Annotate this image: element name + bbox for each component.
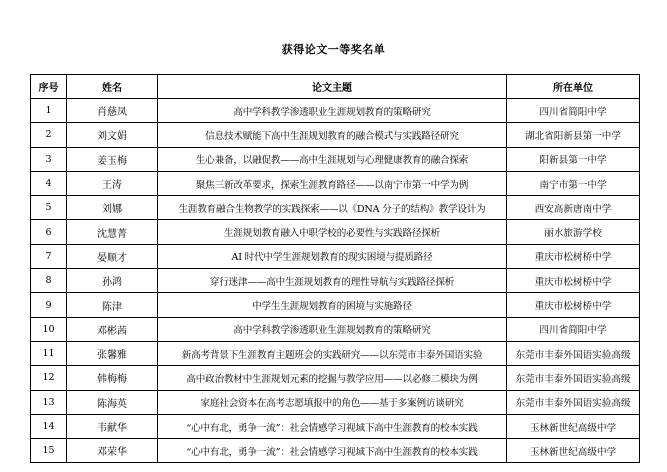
header-unit: 所在单位 xyxy=(507,75,640,99)
table-row xyxy=(31,196,640,220)
row-unit: 阳新县第一中学 xyxy=(507,147,640,171)
row-index: 10 xyxy=(31,317,67,341)
table-row xyxy=(31,99,640,123)
table-row xyxy=(31,269,640,293)
row-name: 韦献华 xyxy=(67,414,158,438)
row-topic: 信息技术赋能下高中生涯规划教育的融合模式与实践路径研究 xyxy=(158,123,507,147)
row-unit: 玉林新世纪高级中学 xyxy=(507,439,640,463)
row-topic: 穿行迷津——高中生涯规划教育的理性导航与实践路径探析 xyxy=(158,269,507,293)
table-row xyxy=(31,171,640,195)
row-unit: 东莞市丰泰外国语实验高级 xyxy=(507,390,640,414)
row-index: 11 xyxy=(31,341,67,365)
table-row xyxy=(31,220,640,244)
row-index: 5 xyxy=(31,196,67,220)
row-unit: 东莞市丰泰外国语实验高级 xyxy=(507,341,640,365)
row-topic: 生心兼备，以融促教——高中生涯规划与心理健康教育的融合探索 xyxy=(158,147,507,171)
row-unit: 西安高新唐南中学 xyxy=(507,196,640,220)
row-unit: 湖北省阳新县第一中学 xyxy=(507,123,640,147)
row-unit: 重庆市松树桥中学 xyxy=(507,269,640,293)
table-row xyxy=(31,366,640,390)
row-index: 2 xyxy=(31,123,67,147)
table-row xyxy=(31,317,640,341)
row-topic: “心中有北，勇争一流”：社会情感学习视域下高中生涯教育的校本实践 xyxy=(158,439,507,463)
document-title: 获得论文一等奖名单 xyxy=(281,43,386,56)
table-row xyxy=(31,244,640,268)
row-unit: 玉林新世纪高级中学 xyxy=(507,414,640,438)
row-index: 8 xyxy=(31,269,67,293)
table-row xyxy=(31,147,640,171)
row-name: 晏顺才 xyxy=(67,244,158,268)
table-row xyxy=(31,341,640,365)
row-topic: 生涯规划教育融入中职学校的必要性与实践路径探析 xyxy=(158,220,507,244)
row-topic: “心中有北，勇争一流”：社会情感学习视域下高中生涯教育的校本实践 xyxy=(158,414,507,438)
table-row xyxy=(31,123,640,147)
row-unit: 丽水旅游学校 xyxy=(507,220,640,244)
row-topic: 家庭社会资本在高考志愿填报中的角色——基于多案例访谈研究 xyxy=(158,390,507,414)
row-index: 13 xyxy=(31,390,67,414)
table-row xyxy=(31,390,640,414)
row-name: 张馨雅 xyxy=(67,341,158,365)
row-index: 4 xyxy=(31,171,67,195)
table-body xyxy=(31,99,640,463)
row-unit: 重庆市松树桥中学 xyxy=(507,293,640,317)
header-topic: 论文主题 xyxy=(158,75,507,99)
row-topic: AI 时代中学生涯规划教育的现实困境与提质路径 xyxy=(158,244,507,268)
table-row xyxy=(31,439,640,463)
row-name: 陈海英 xyxy=(67,390,158,414)
row-name: 王涛 xyxy=(67,171,158,195)
header-index: 序号 xyxy=(31,75,67,99)
row-topic: 高中政治教材中生涯规划元素的挖掘与教学应用——以必修二模块为例 xyxy=(158,366,507,390)
row-unit: 四川省简阳中学 xyxy=(507,99,640,123)
row-index: 14 xyxy=(31,414,67,438)
table-header-row xyxy=(31,75,640,99)
row-name: 沈慧菁 xyxy=(67,220,158,244)
row-unit: 重庆市松树桥中学 xyxy=(507,244,640,268)
table-row xyxy=(31,293,640,317)
row-index: 6 xyxy=(31,220,67,244)
row-name: 刘文娟 xyxy=(67,123,158,147)
row-topic: 新高考背景下生涯教育主题班会的实践研究——以东莞市丰泰外国语实验 xyxy=(158,341,507,365)
row-index: 1 xyxy=(31,99,67,123)
row-name: 姜玉梅 xyxy=(67,147,158,171)
row-index: 12 xyxy=(31,366,67,390)
table-row xyxy=(31,414,640,438)
row-unit: 南宁市第一中学 xyxy=(507,171,640,195)
row-topic: 生涯教育融合生物教学的实践探索——以《DNA 分子的结构》教学设计为 xyxy=(158,196,507,220)
row-topic: 聚焦三新改革要求，探索生涯教育路径——以南宁市第一中学为例 xyxy=(158,171,507,195)
row-name: 肖慈凤 xyxy=(67,99,158,123)
row-unit: 四川省简阳中学 xyxy=(507,317,640,341)
row-index: 7 xyxy=(31,244,67,268)
row-index: 9 xyxy=(31,293,67,317)
awards-table xyxy=(30,74,640,463)
row-index: 3 xyxy=(31,147,67,171)
header-name: 姓名 xyxy=(67,75,158,99)
row-topic: 高中学科教学渗透职业生涯规划教育的策略研究 xyxy=(158,317,507,341)
row-name: 孙鸿 xyxy=(67,269,158,293)
row-name: 韩梅梅 xyxy=(67,366,158,390)
row-name: 陈津 xyxy=(67,293,158,317)
row-topic: 高中学科教学渗透职业生涯规划教育的策略研究 xyxy=(158,99,507,123)
row-unit: 东莞市丰泰外国语实验高级 xyxy=(507,366,640,390)
row-topic: 中学生生涯规划教育的困境与实施路径 xyxy=(158,293,507,317)
row-name: 邓彬茜 xyxy=(67,317,158,341)
row-name: 邓荣华 xyxy=(67,439,158,463)
row-index: 15 xyxy=(31,439,67,463)
row-name: 刘娜 xyxy=(67,196,158,220)
